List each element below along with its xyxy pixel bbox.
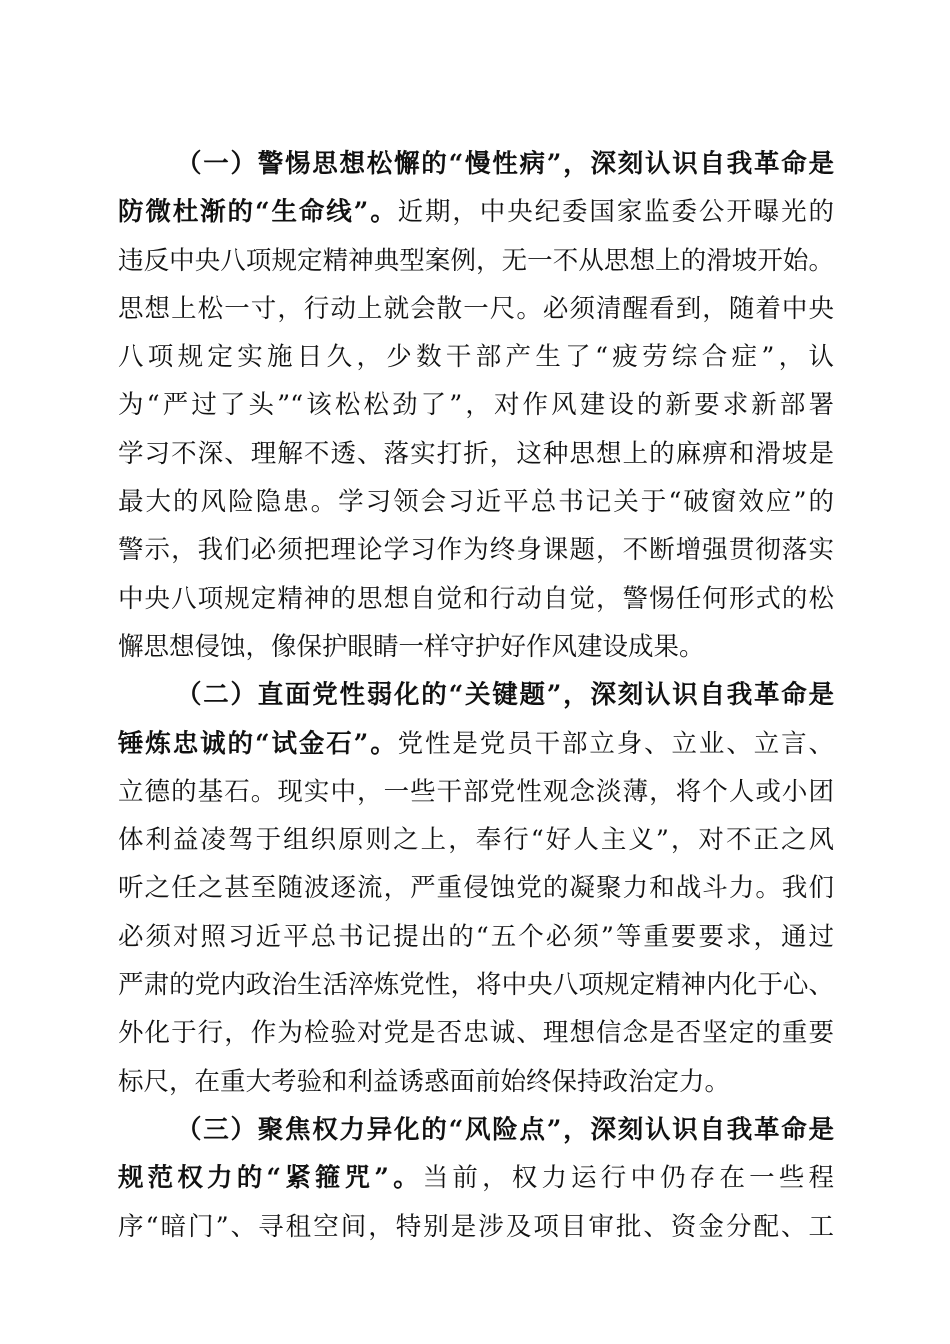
body-text: 学习不深、理解不透、落实打折，这种思想上的麻痹和滑坡是	[118, 438, 834, 469]
section-heading: （二）直面党性弱化的“关键题”，深刻认识自我革命是	[176, 680, 834, 711]
body-text: 懈思想侵蚀，像保护眼睛一样守护好作风建设成果。	[118, 631, 705, 662]
paragraph-2-line-6	[118, 913, 834, 961]
section-heading: 锤炼忠诚的“试金石”。	[118, 728, 398, 759]
document-page	[118, 140, 834, 1251]
paragraph-1-line-5	[118, 333, 834, 381]
body-text: 党性是党员干部立身、立业、立言、	[397, 728, 834, 759]
body-text: 警示，我们必须把理论学习作为终身课题，不断增强贯彻落实	[118, 535, 834, 566]
paragraph-1-line-7	[118, 430, 834, 478]
body-text: 中央八项规定精神的思想自觉和行动自觉，警惕任何形式的松	[118, 583, 834, 614]
body-text: 思想上松一寸，行动上就会散一尺。必须清醒看到，随着中央	[118, 293, 834, 324]
body-text: 序“暗门”、寻租空间，特别是涉及项目审批、资金分配、工	[118, 1211, 834, 1242]
body-text: 八项规定实施日久，少数干部产生了“疲劳综合症”，认	[118, 342, 834, 373]
paragraph-2-line-9	[118, 1058, 834, 1106]
paragraph-2-line-8	[118, 1009, 834, 1057]
paragraph-1-line-8	[118, 478, 834, 526]
body-text: 外化于行，作为检验对党是否忠诚、理想信念是否坚定的重要	[118, 1018, 834, 1049]
body-text: 近期，中央纪委国家监委公开曝光的	[397, 197, 834, 228]
paragraph-1-line-4	[118, 285, 834, 333]
paragraph-2-line-5	[118, 864, 834, 912]
section-heading: 防微杜渐的“生命线”。	[118, 197, 398, 228]
section-heading: （三）聚焦权力异化的“风险点”，深刻认识自我革命是	[176, 1114, 834, 1145]
section-heading: （一）警惕思想松懈的“慢性病”，深刻认识自我革命是	[176, 149, 834, 179]
paragraph-2-line-2	[118, 720, 834, 768]
paragraph-3-line-3	[118, 1203, 834, 1251]
paragraph-2-line-3	[118, 768, 834, 816]
paragraph-3-line-1	[118, 1106, 834, 1154]
body-text: 标尺，在重大考验和利益诱惑面前始终保持政治定力。	[118, 1066, 731, 1097]
body-text: 违反中央八项规定精神典型案例，无一不从思想上的滑坡开始。	[118, 245, 834, 276]
paragraph-1-line-9	[118, 526, 834, 574]
body-text: 为“严过了头”“该松松劲了”，对作风建设的新要求新部署	[118, 390, 834, 421]
paragraph-2-line-4	[118, 816, 834, 864]
paragraph-1-line-2	[118, 188, 834, 236]
paragraph-1-line-10	[118, 575, 834, 623]
paragraph-3-line-2	[118, 1154, 834, 1202]
section-heading: 规范权力的“紧箍咒”。	[118, 1163, 423, 1194]
paragraph-1-line-11	[118, 623, 834, 671]
body-text: 听之任之甚至随波逐流，严重侵蚀党的凝聚力和战斗力。我们	[118, 873, 834, 904]
body-text: 必须对照习近平总书记提出的“五个必须”等重要要求，通过	[118, 921, 834, 952]
paragraph-1-line-6	[118, 381, 834, 429]
paragraph-2-line-1	[118, 671, 834, 719]
body-text: 当前，权力运行中仍存在一些程	[422, 1163, 835, 1194]
paragraph-1-line-3	[118, 237, 834, 285]
body-text: 体利益凌驾于组织原则之上，奉行“好人主义”，对不正之风	[118, 825, 834, 856]
paragraph-1-line-1	[118, 140, 834, 188]
body-text: 严肃的党内政治生活淬炼党性，将中央八项规定精神内化于心、	[118, 970, 834, 1001]
body-text: 最大的风险隐患。学习领会习近平总书记关于“破窗效应”的	[118, 487, 834, 518]
paragraph-2-line-7	[118, 961, 834, 1009]
body-text: 立德的基石。现实中，一些干部党性观念淡薄，将个人或小团	[118, 776, 834, 807]
